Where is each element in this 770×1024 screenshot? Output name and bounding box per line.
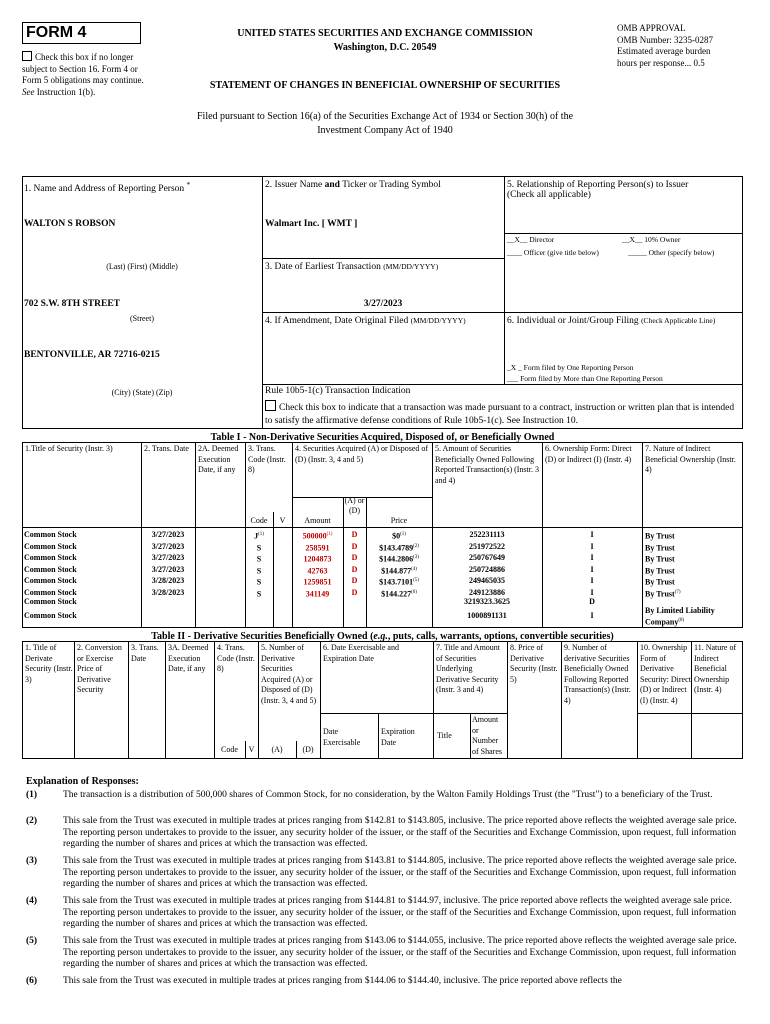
t1-cell-price: $0$^{(1)}$ [392, 531, 406, 541]
t1-col-nature: 7. Nature of Indirect Beneficial Ownership (Instr. 4) [645, 444, 736, 474]
t1-cell-title: Common Stock [24, 597, 77, 606]
t1-col-title: 1.Title of Security (Instr. 3) [25, 444, 113, 453]
footnote-number: (4) [26, 896, 38, 906]
t1-cell-title: Common Stock [24, 611, 77, 620]
t1-footnote-ref: (1) [400, 532, 406, 537]
t1-cell-owned: 252231113 [469, 530, 505, 539]
footnote-text: This sale from the Trust was executed in multiple trades at prices ranging from $144.06 to $144.40, inclusive. The price reported above reflects the [63, 976, 622, 986]
rel-officer: ____ Officer (give title below) [507, 248, 599, 257]
box6-label: 6. Individual or Joint/Group Filing (Check Applicable Line) [507, 316, 716, 326]
reporting-street: 702 S.W. 8TH STREET [24, 299, 121, 309]
footnote-text: This sale from the Trust was executed in multiple trades at prices ranging from $144.81 to $144.97, inclusive. The price reported above reflects the weighted average sale price. The reporting person undertakes to provide to the issuer, any security holder of the issuer, or the staff of the Securities and Exchange Commission, upon request, full information regarding the number of shares and prices at which the transaction was effected. [63, 896, 737, 929]
section16-checkbox-text: Check this box if no longer subject to Section 16. Form 4 or Form 5 obligations may continue. [22, 52, 144, 85]
t1-cell-price: $144.2806$^{(3)}$ [379, 554, 419, 564]
reporting-city: BENTONVILLE, AR 72716-0215 [24, 350, 160, 360]
t1-sub-a-or-d: (A) or (D) [344, 496, 365, 515]
box1-label: 1. Name and Address of Reporting Person * [24, 180, 191, 195]
t1-cell-form: I [590, 587, 594, 597]
t1-cell-amount: 500000$^{(1)}$ [302, 531, 333, 541]
t1-cell-date: 3/27/2023 [151, 553, 185, 562]
t1-cell-form: I [590, 541, 594, 551]
t1-footnote-ref: (4) [411, 566, 417, 572]
t1-cell-nature: By Trust [645, 566, 675, 576]
t1-cell-code: S [256, 543, 262, 553]
omb-line: hours per response... 0.5 [617, 57, 705, 68]
t1-cell-ad: D [351, 576, 358, 585]
t1-cell-ad: D [351, 553, 358, 562]
t1-footnote-ref: (6) [411, 589, 417, 595]
t1-cell-title: Common Stock [24, 530, 77, 539]
t1-cell-price: $143.4789$^{(2)}$ [379, 543, 419, 553]
t1-cell-code: S [256, 589, 262, 599]
t1-sub-price: Price [390, 516, 408, 525]
t1-footnote-ref: (3) [413, 555, 419, 560]
t1-cell-amount: 1204873 [303, 554, 332, 564]
t1-cell-date: 3/27/2023 [151, 541, 185, 551]
street-caption: (Street) [130, 314, 154, 323]
t1-cell-owned: 251972522 [469, 541, 505, 551]
footnote-number: (2) [26, 816, 38, 826]
t1-cell-ad: D [351, 541, 358, 551]
t2-sub-d: (D) [302, 745, 314, 754]
t2-col-conversion: 2. Conversion or Exercise Price of Derivative Security [77, 643, 122, 694]
t1-cell-form: I [590, 553, 594, 562]
section16-see: See [22, 86, 35, 97]
rel-other: _____ Other (specify below) [628, 248, 715, 257]
omb-approval [617, 23, 713, 69]
t2-col-ownership-form: 10. Ownership Form of Derivative Security: Direct (D) or Indirect (I) (Instr. 4) [640, 643, 691, 705]
t2-sub-a: (A) [271, 745, 283, 754]
footnote-text: This sale from the Trust was executed in multiple trades at prices ranging from $143.81 to $144.805, inclusive. The price reported above reflects the weighted average sale price. The reporting person undertakes to provide to the issuer, any security holder of the issuer, or the staff of the Securities and Exchange Commission, upon request, full information regarding the number of shares and prices at which the transaction was effected. [63, 856, 737, 889]
t2-col-trans-date: 3. Trans. Date [131, 643, 159, 663]
t2-sub-date-exercisable: Date Exercisable [323, 727, 361, 747]
t1-cell-amount: 341149 [305, 589, 330, 599]
rel-10pct-owner: __X__ 10% Owner [622, 235, 681, 244]
t1-cell-ad: D [351, 587, 358, 597]
t1-cell-nature: By Trust [645, 554, 675, 564]
t1-cell-amount: 258591 [305, 543, 330, 553]
t1-cell-title: Common Stock [24, 587, 77, 597]
filed-pursuant-line2: Investment Company Act of 1940 [317, 125, 453, 136]
section16-instruction: Instruction 1(b). [36, 86, 96, 97]
t1-cell-ad: D [351, 564, 358, 574]
t1-cell-title: Common Stock [24, 553, 77, 562]
t2-sub-v: V [248, 745, 255, 754]
t2-col-title: 1. Title of Derivate Security (Instr. 3) [25, 643, 73, 684]
t2-sub-title: Title [437, 731, 452, 740]
t1-col-trans-date: 2. Trans. Date [144, 444, 189, 453]
t2-sub-expiration: Expiration Date [381, 727, 415, 747]
t2-col-date-exercisable: 6. Date Exercisable and Expiration Date [323, 643, 399, 663]
t1-cell-nature: By Trust [645, 531, 675, 541]
t1-cell-title: Common Stock [24, 541, 77, 551]
filing-one-person: _X _ Form filed by One Reporting Person [507, 363, 634, 372]
omb-line: OMB APPROVAL [617, 23, 686, 33]
t1-cell-title: Common Stock [24, 564, 77, 574]
filed-pursuant-line1: Filed pursuant to Section 16(a) of the Securities Exchange Act of 1934 or Section 30(h) of the [196, 111, 574, 122]
t2-col-title-amount: 7. Title and Amount of Securities Underlying Derivative Security (Instr. 3 and 4) [436, 643, 501, 694]
t1-cell-price: $144.227$^{(6)}$ [381, 589, 417, 599]
name-caption: (Last) (First) (Middle) [106, 262, 178, 271]
table1-title: Table I - Non-Derivative Securities Acquired, Disposed of, or Beneficially Owned [210, 432, 555, 443]
form-title: FORM 4 [22, 22, 141, 44]
t1-cell-date: 3/27/2023 [151, 530, 185, 539]
t1-sub-code: Code [250, 516, 268, 525]
t1-cell-nature: By Trust [645, 543, 675, 553]
t1-cell-form: I [590, 611, 594, 620]
footnote-number: (3) [26, 856, 38, 866]
t1-footnote-ref: (7) [674, 589, 681, 595]
t1-footnote-ref: (1) [326, 532, 333, 537]
agency-city: Washington, D.C. 20549 [333, 42, 437, 53]
t1-cell-code: $J^{(1)}$ [254, 531, 264, 541]
t1-cell-form: D [589, 597, 595, 606]
footnote-number: (1) [26, 790, 38, 800]
t1-cell-ad: D [351, 530, 358, 539]
t1-cell-form: I [590, 576, 594, 585]
t1-cell-owned: 249123886 [469, 587, 505, 597]
t1-col-trans-code: 3. Trans. Code (Instr. 8) [248, 444, 286, 474]
t1-sub-v: V [279, 516, 286, 525]
t1-cell-owned: 3219323.3625 [464, 597, 510, 606]
t1-cell-amount: 1259851 [303, 577, 332, 587]
t2-sub-amount: Amount or Number of Shares [472, 715, 502, 756]
t1-cell-form: I [590, 564, 594, 574]
city-caption: (City) (State) (Zip) [111, 388, 173, 397]
t1-cell-owned: 250724886 [469, 564, 505, 574]
t1-col-amount-owned: 5. Amount of Securities Beneficially Owned Following Reported Transaction(s) (Instr. 3 and 4) [435, 444, 539, 485]
footnote-number: (6) [26, 976, 38, 986]
box3-label: 3. Date of Earliest Transaction (MM/DD/YYYY) [265, 262, 439, 272]
footnote-number: (5) [26, 936, 38, 946]
t1-cell-code: S [256, 577, 262, 587]
section16-checkbox[interactable] [22, 51, 32, 61]
rule-10b5-block [265, 400, 737, 427]
t1-cell-date: 3/28/2023 [151, 587, 185, 597]
t1-footnote-ref: (8) [678, 617, 685, 623]
statement-title: STATEMENT OF CHANGES IN BENEFICIAL OWNERSHIP OF SECURITIES [209, 80, 561, 91]
t1-cell-date: 3/27/2023 [151, 564, 185, 574]
t2-sub-code: Code [221, 745, 238, 754]
explanation-title: Explanation of Responses: [26, 776, 139, 787]
earliest-transaction-date: 3/27/2023 [363, 299, 403, 309]
t1-col-ownership-form: 6. Ownership Form: Direct (D) or Indirect (I) (Instr. 4) [545, 444, 632, 464]
t1-cell-title: Common Stock [24, 576, 77, 585]
omb-line: Estimated average burden [617, 46, 711, 56]
t1-cell-nature: By Trust$^{(7)}$ [645, 589, 681, 599]
t1-cell-form: I [590, 530, 594, 539]
t2-col-trans-code: 4. Trans. Code (Instr. 8) [217, 643, 255, 673]
footnote-text: The transaction is a distribution of 500,000 shares of Common Stock, for no consideration, by the Walton Family Holdings Trust (the "Trust") to a beneficiary of the Trust. [63, 790, 713, 800]
rule-10b5-checkbox[interactable] [265, 400, 276, 411]
box4-label: 4. If Amendment, Date Original Filed (MM/DD/YYYY) [265, 316, 466, 326]
t1-col-securities: 4. Securities Acquired (A) or Disposed of (D) (Instr. 3, 4 and 5) [295, 444, 429, 464]
reporting-person-name: WALTON S ROBSON [24, 219, 116, 229]
t1-cell-owned: 1000891131 [467, 611, 507, 620]
t2-col-deemed-date: 3A. Deemed Execution Date, if any [168, 643, 209, 673]
t2-col-nature: 11. Nature of Indirect Beneficial Ownership (Instr. 4) [694, 643, 737, 694]
footnote-text: This sale from the Trust was executed in multiple trades at prices ranging from $142.81 to $143.805, inclusive. The price reported above reflects the weighted average sale price. The reporting person undertakes to provide to the issuer, any security holder of the issuer, or the staff of the Securities and Exchange Commission, upon request, full information regarding the number of shares and prices at which the transaction was effected. [63, 816, 737, 849]
omb-line: OMB Number: 3235-0287 [617, 34, 713, 45]
t1-cell-nature: By Limited Liability Company$^{(8)}$ [645, 606, 715, 627]
t2-col-price: 8. Price of Derivative Security (Instr. 5) [510, 643, 558, 684]
t1-footnote-ref: (2) [413, 543, 419, 549]
table2-title: Table II - Derivative Securities Beneficially Owned (e.g., puts, calls, warrants, options, convertible securities) [151, 631, 614, 642]
footnote-text: This sale from the Trust was executed in multiple trades at prices ranging from $143.06 to $144.055, inclusive. The price reported above reflects the weighted average sale price. The reporting person undertakes to provide to the issuer, any security holder of the issuer, or the staff of the Securities and Exchange Commission, upon request, full information regarding the number of shares and prices at which the transaction was effected. [63, 936, 737, 969]
t2-col-number: 5. Number of Derivative Securities Acquired (A) or Disposed of (D) (Instr. 3, 4 and 5) [261, 643, 317, 705]
t1-cell-nature: By Trust [645, 577, 675, 587]
t1-cell-code: S [256, 566, 262, 576]
section16-checkbox-block [22, 51, 150, 98]
t1-cell-amount: 42763 [307, 566, 328, 576]
t1-cell-date: 3/28/2023 [151, 576, 185, 585]
t1-cell-price: $143.7101$^{(5)}$ [379, 577, 419, 587]
t1-footnote-ref: (1) [258, 532, 264, 537]
issuer-name: Walmart Inc. [ WMT ] [265, 219, 358, 229]
agency-name: UNITED STATES SECURITIES AND EXCHANGE COMMISSION [237, 28, 533, 39]
box2-label: 2. Issuer Name and Ticker or Trading Symbol [265, 180, 441, 190]
t1-cell-owned: 249465035 [469, 576, 505, 585]
t1-cell-owned: 250767649 [469, 553, 505, 562]
rel-director: __X__ Director [507, 235, 555, 244]
t1-footnote-ref: (5) [413, 578, 419, 583]
t1-sub-amount: Amount [304, 516, 331, 525]
t1-col-deemed-date: 2A. Deemed Execution Date, if any [198, 444, 239, 474]
t1-cell-code: S [256, 554, 262, 564]
box5-label: 5. Relationship of Reporting Person(s) to Issuer (Check all applicable) [507, 180, 689, 200]
t2-col-number-owned: 9. Number of derivative Securities Beneficially Owned Following Reported Transaction(s) (Instr. 4) [564, 643, 631, 705]
t1-cell-price: $144.877$^{(4)}$ [381, 566, 417, 576]
rule-10b5-text: Check this box to indicate that a transaction was made pursuant to a contract, instruction or written plan that is intended to satisfy the affirmative defense conditions of Rule 10b5-1(c). See Instruction 10. [265, 403, 735, 426]
rule-10b5-label: Rule 10b5-1(c) Transaction Indication [265, 386, 411, 396]
filing-more-persons: ___ Form filed by More than One Reporting Person [507, 374, 663, 383]
